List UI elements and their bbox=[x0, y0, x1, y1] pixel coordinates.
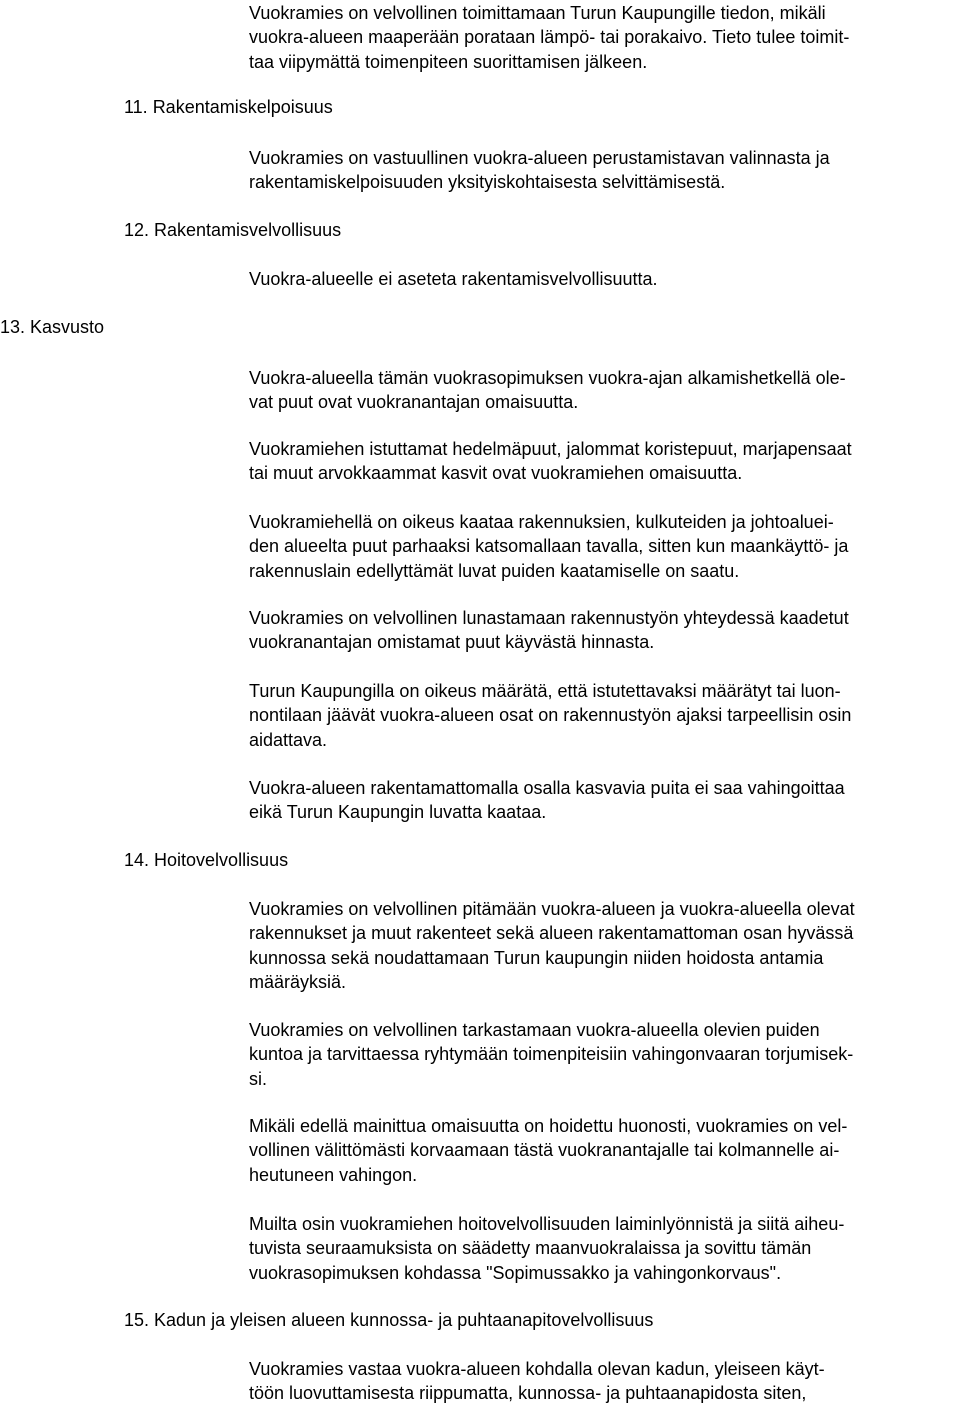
paragraph-hoitovelvollisuus-4: Muilta osin vuokramiehen hoitovelvollisuuden laiminlyönnistä ja siitä aiheu- tuvista seuraamuksista on säädetty maanvuokralaissa ja sovittu tämän vuokrasopimuksen kohdassa "Sopimussakko ja vahingonkorvaus". bbox=[249, 1214, 845, 1283]
section-heading-11: 11. Rakentamiskelpoisuus bbox=[124, 97, 333, 117]
section-heading-12: 12. Rakentamisvelvollisuus bbox=[124, 220, 342, 240]
paragraph-kasvusto-5: Turun Kaupungilla on oikeus määrätä, että istutettavaksi määrätyt tai luon- nontilaan jäävät vuokra-alueen osat on rakennustyön ajaksi tarpeellisin osin aidattava. bbox=[249, 681, 852, 750]
paragraph-hoitovelvollisuus-2: Vuokramies on velvollinen tarkastamaan vuokra-alueella olevien puiden kuntoa ja tarvittaessa ryhtymään toimenpiteisiin vahingonvaaran torjumisek- si. bbox=[249, 1020, 854, 1089]
paragraph-kasvusto-1: Vuokra-alueella tämän vuokrasopimuksen vuokra-ajan alkamishetkellä ole- vat puut ovat vuokranantajan omaisuutta. bbox=[249, 368, 846, 413]
paragraph-rakentamisvelvollisuus: Vuokra-alueelle ei aseteta rakentamisvelvollisuutta. bbox=[249, 269, 658, 289]
paragraph-kasvusto-3: Vuokramiehellä on oikeus kaataa rakennuksien, kulkuteiden ja johtoaluei- den alueelta puut parhaaksi katsomallaan tavalla, sitten kun maankäyttö- ja rakennuslain edellyttämät luvat puiden kaatamiselle on saatu. bbox=[249, 512, 849, 581]
section-heading-14: 14. Hoitovelvollisuus bbox=[124, 850, 289, 870]
paragraph-hoitovelvollisuus-3: Mikäli edellä mainittua omaisuutta on hoidettu huonosti, vuokramies on vel- vollinen välittömästi korvaamaan tästä vuokranantajalle tai kolmannelle ai- heutuneen vahingon. bbox=[249, 1116, 848, 1185]
paragraph-porakaivo: Vuokramies on velvollinen toimittamaan Turun Kaupungille tiedon, mikäli vuokra-alueen maaperään porataan lämpö- tai porakaivo. Tieto tulee toimit- taa viipymättä toimenpiteen suorittamisen jälkeen. bbox=[249, 3, 850, 72]
paragraph-rakentamiskelpoisuus: Vuokramies on vastuullinen vuokra-alueen perustamistavan valinnasta ja rakentamiskelpoisuuden yksityiskohtaisesta selvittämisestä. bbox=[249, 148, 830, 193]
paragraph-kasvusto-2: Vuokramiehen istuttamat hedelmäpuut, jalommat koristepuut, marjapensaat tai muut arvokkaammat kasvit ovat vuokramiehen omaisuutta. bbox=[249, 439, 852, 484]
paragraph-kasvusto-4: Vuokramies on velvollinen lunastamaan rakennustyön yhteydessä kaadetut vuokranantajan omistamat puut käyvästä hinnasta. bbox=[249, 608, 849, 653]
paragraph-kasvusto-6: Vuokra-alueen rakentamattomalla osalla kasvavia puita ei saa vahingoittaa eikä Turun Kaupungin luvatta kaataa. bbox=[249, 778, 845, 823]
paragraph-hoitovelvollisuus-1: Vuokramies on velvollinen pitämään vuokra-alueen ja vuokra-alueella olevat rakennukset ja muut rakenteet sekä alueen rakentamattoman osan hyvässä kunnossa sekä noudattamaan Turun kaupungin niiden hoidosta antamia määräyksiä. bbox=[249, 899, 855, 992]
section-heading-15: 15. Kadun ja yleisen alueen kunnossa- ja puhtaanapitovelvollisuus bbox=[124, 1310, 654, 1330]
section-heading-13: 13. Kasvusto bbox=[0, 317, 105, 337]
paragraph-puhtaanapito: Vuokramies vastaa vuokra-alueen kohdalla olevan kadun, yleiseen käyt- töön luovuttamisesta riippumatta, kunnossa- ja puhtaanapidosta siten, bbox=[249, 1359, 825, 1404]
